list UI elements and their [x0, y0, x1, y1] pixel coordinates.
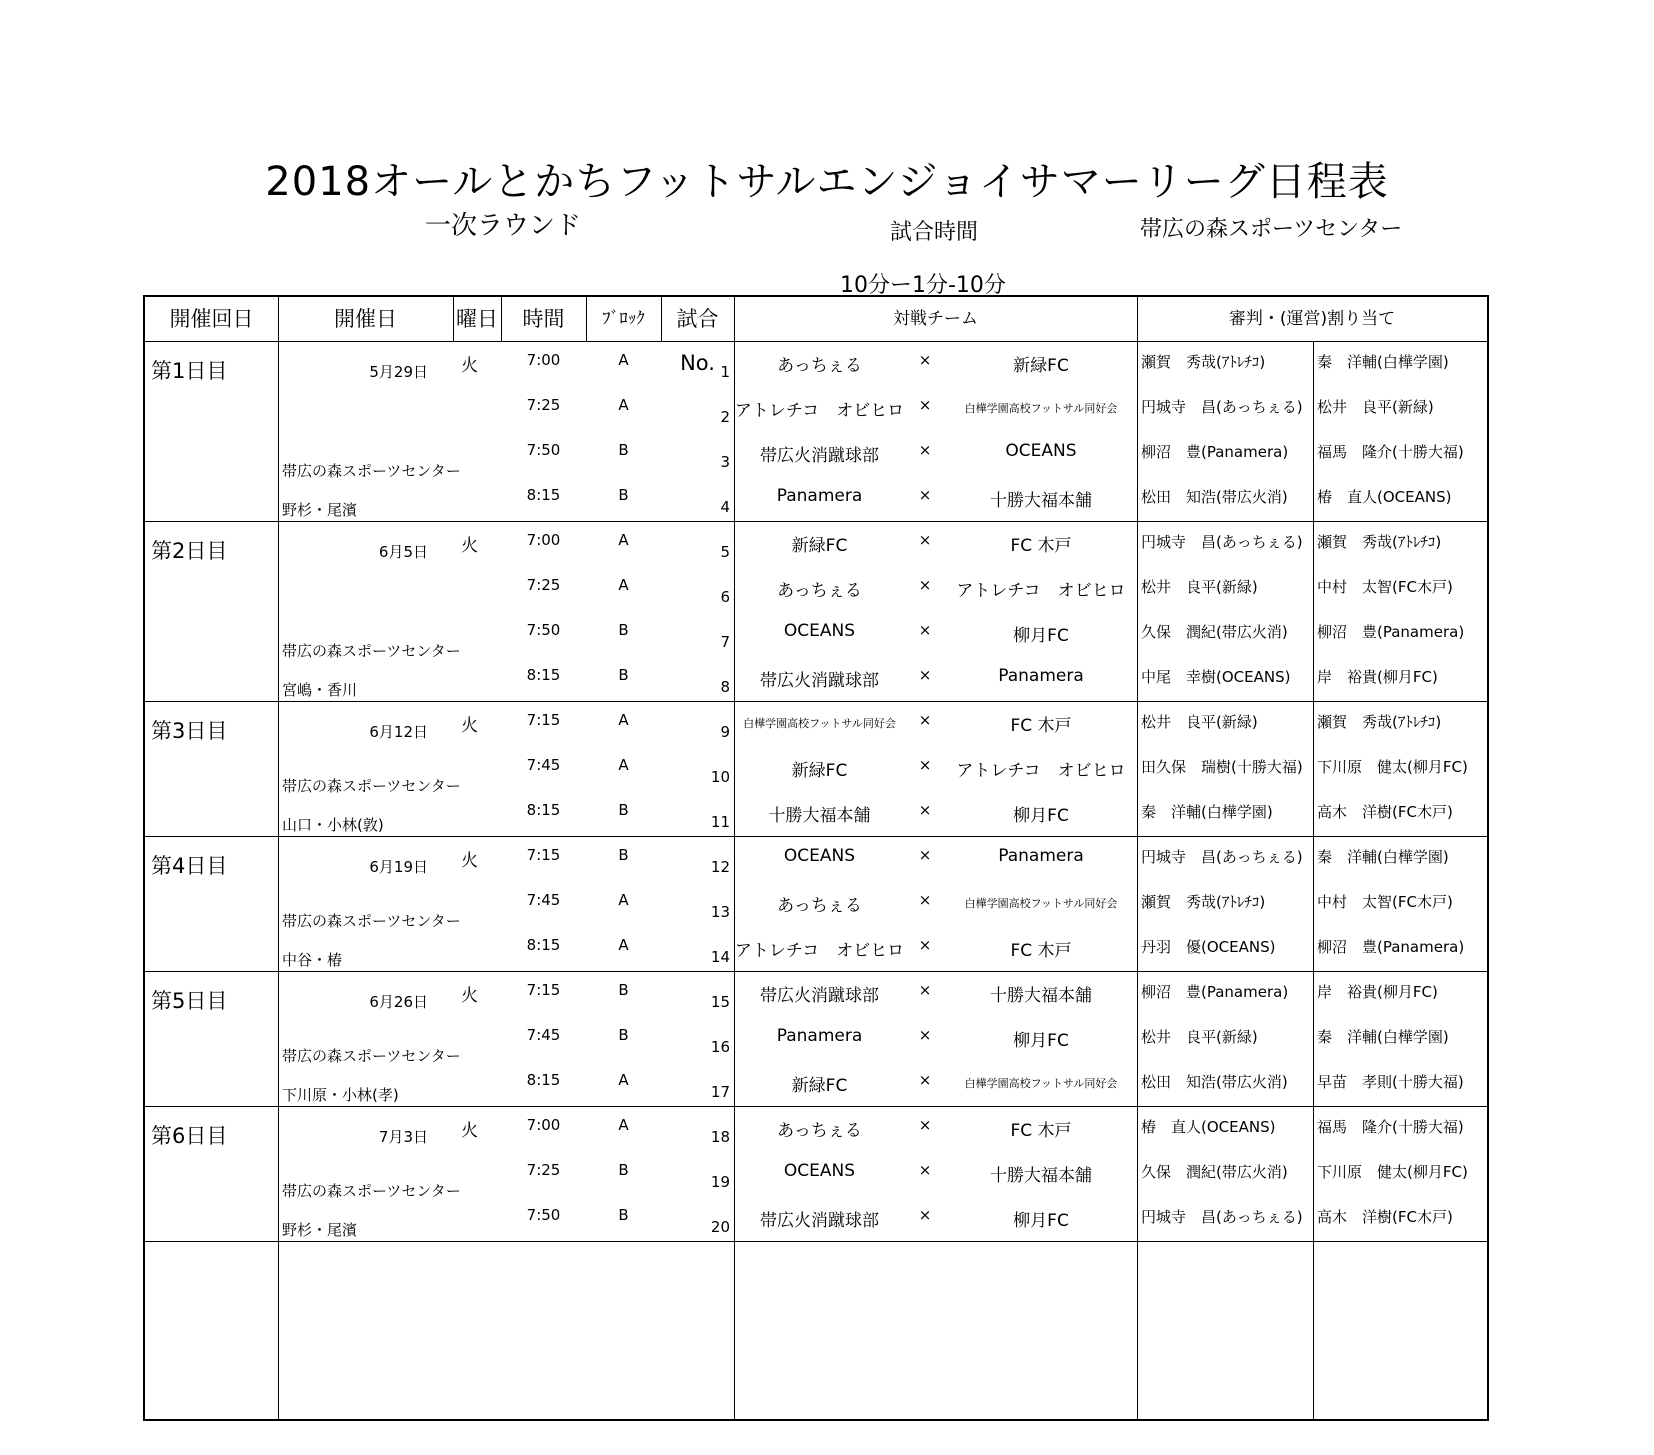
home-team: OCEANS: [783, 1161, 856, 1181]
round-weekday: 火: [461, 536, 478, 556]
home-team: あっちぇる: [777, 581, 862, 601]
round-divider: [145, 1241, 1487, 1242]
match-time: 7:45: [526, 891, 561, 909]
home-team: 十勝大福本舗: [768, 806, 871, 826]
referee-2: 高木 洋樹(FC木戸): [1317, 1208, 1453, 1226]
match-number: 10: [710, 768, 730, 786]
away-team: 柳月FC: [1013, 626, 1069, 646]
home-team: Panamera: [776, 1026, 863, 1046]
round-staff: 下川原・小林(孝): [282, 1086, 399, 1104]
referee-1: 松井 良平(新緑): [1141, 1028, 1258, 1046]
referee-1: 田久保 瑞樹(十勝大福): [1141, 758, 1303, 776]
referee-1: 円城寺 昌(あっちぇる): [1141, 533, 1303, 551]
vs-mark: ×: [918, 1206, 932, 1224]
match-block: B: [618, 1026, 629, 1044]
match-number: 11: [710, 813, 730, 831]
vs-mark: ×: [918, 441, 932, 459]
round-label: 第2日目: [151, 539, 228, 563]
page-title: 2018オールとかちフットサルエンジョイサマーリーグ日程表: [265, 159, 1389, 205]
column-divider: [1313, 341, 1314, 1419]
referee-2: 中村 太智(FC木戸): [1317, 578, 1453, 596]
away-team: 柳月FC: [1013, 806, 1069, 826]
referee-1: 椿 直人(OCEANS): [1141, 1118, 1276, 1136]
away-team: 柳月FC: [1013, 1211, 1069, 1231]
vs-mark: ×: [918, 1161, 932, 1179]
referee-2: 瀬賀 秀哉(ｱﾄﾚﾁｺ): [1317, 533, 1442, 551]
vs-mark: ×: [918, 486, 932, 504]
home-team: 白樺学園高校フットサル同好会: [743, 717, 896, 730]
match-time: 7:00: [526, 531, 561, 549]
round-venue: 帯広の森スポーツセンター: [282, 912, 461, 930]
match-block: B: [618, 981, 629, 999]
vs-mark: ×: [918, 576, 932, 594]
match-time: 8:15: [526, 666, 561, 684]
round-divider: [145, 521, 1487, 522]
round-venue: 帯広の森スポーツセンター: [282, 1182, 461, 1200]
header-time: 時間: [522, 307, 565, 331]
match-block: B: [618, 1206, 629, 1224]
header-match-no: 試合No.: [676, 307, 719, 375]
referee-2: 秦 洋輔(白樺学園): [1317, 353, 1449, 371]
referee-1: 円城寺 昌(あっちぇる): [1141, 848, 1303, 866]
round-staff: 宮嶋・香川: [282, 681, 358, 699]
match-block: B: [618, 486, 629, 504]
referee-2: 下川原 健太(柳月FC): [1317, 758, 1468, 776]
round-venue: 帯広の森スポーツセンター: [282, 1047, 461, 1065]
header-referees: 審判・(運営)割り当て: [1228, 309, 1396, 329]
referee-2: 高木 洋樹(FC木戸): [1317, 803, 1453, 821]
round-date: 6月12日: [369, 723, 428, 741]
match-block: A: [618, 711, 629, 729]
match-number: 7: [720, 633, 730, 651]
home-team: 新緑FC: [791, 761, 848, 781]
venue-label: 帯広の森スポーツセンター: [1140, 217, 1403, 242]
match-block: A: [618, 396, 629, 414]
away-team: FC 木戸: [1010, 716, 1072, 736]
away-team: Panamera: [998, 846, 1084, 866]
referee-2: 柳沼 豊(Panamera): [1317, 938, 1465, 956]
match-time: 7:45: [526, 1026, 561, 1044]
home-team: OCEANS: [783, 846, 856, 866]
away-team: 十勝大福本舗: [990, 986, 1092, 1006]
referee-1: 瀬賀 秀哉(ｱﾄﾚﾁｺ): [1141, 893, 1266, 911]
vs-mark: ×: [918, 396, 932, 414]
away-team: アトレチコ オビヒロ: [956, 761, 1126, 781]
referee-2: 秦 洋輔(白樺学園): [1317, 1028, 1449, 1046]
referee-1: 瀬賀 秀哉(ｱﾄﾚﾁｺ): [1141, 353, 1266, 371]
home-team: あっちぇる: [777, 356, 862, 376]
away-team: 柳月FC: [1013, 1031, 1069, 1051]
home-team: アトレチコ オビヒロ: [734, 401, 905, 421]
vs-mark: ×: [918, 531, 932, 549]
referee-2: 福馬 隆介(十勝大福): [1317, 443, 1464, 461]
match-number: 5: [720, 543, 730, 561]
match-block: A: [618, 1116, 629, 1134]
round-venue: 帯広の森スポーツセンター: [282, 777, 461, 795]
round-date: 6月19日: [369, 858, 428, 876]
referee-1: 円城寺 昌(あっちぇる): [1141, 1208, 1303, 1226]
match-number: 14: [710, 948, 730, 966]
column-divider: [453, 297, 454, 341]
match-time: 7:50: [526, 1206, 561, 1224]
match-number: 19: [710, 1173, 730, 1191]
round-venue: 帯広の森スポーツセンター: [282, 642, 461, 660]
match-time: 8:15: [526, 486, 561, 504]
referee-1: 丹羽 優(OCEANS): [1141, 938, 1276, 956]
away-team: Panamera: [998, 666, 1084, 686]
referee-2: 中村 太智(FC木戸): [1317, 893, 1453, 911]
match-time: 7:15: [526, 846, 561, 864]
column-divider: [501, 297, 502, 341]
referee-1: 円城寺 昌(あっちぇる): [1141, 398, 1303, 416]
away-team: 白樺学園高校フットサル同好会: [964, 897, 1118, 910]
match-block: B: [618, 666, 629, 684]
match-number: 16: [710, 1038, 730, 1056]
column-divider: [586, 297, 587, 341]
match-number: 13: [710, 903, 730, 921]
away-team: 新緑FC: [1013, 356, 1069, 376]
round-label: 第5日目: [151, 989, 228, 1013]
vs-mark: ×: [918, 756, 932, 774]
home-team: 帯広火消蹴球部: [760, 671, 879, 691]
header-weekday: 曜日: [456, 307, 498, 331]
round-staff: 山口・小林(敦): [282, 816, 384, 834]
vs-mark: ×: [918, 351, 932, 369]
vs-mark: ×: [918, 936, 932, 954]
match-block: B: [618, 441, 629, 459]
away-team: 白樺学園高校フットサル同好会: [964, 1077, 1118, 1090]
home-team: 新緑FC: [791, 1076, 848, 1096]
referee-1: 松田 知浩(帯広火消): [1141, 488, 1288, 506]
referee-1: 久保 潤紀(帯広火消): [1141, 1163, 1288, 1181]
match-number: 4: [720, 498, 730, 516]
away-team: 十勝大福本舗: [990, 1166, 1092, 1186]
away-team: 十勝大福本舗: [990, 491, 1092, 511]
referee-1: 柳沼 豊(Panamera): [1141, 443, 1289, 461]
match-number: 2: [720, 408, 730, 426]
match-block: A: [618, 891, 629, 909]
round-label: 第6日目: [151, 1124, 228, 1148]
vs-mark: ×: [918, 621, 932, 639]
vs-mark: ×: [918, 711, 932, 729]
away-team: FC 木戸: [1010, 536, 1072, 556]
match-time: 7:00: [526, 1116, 561, 1134]
match-time: 7:25: [526, 1161, 561, 1179]
match-block: B: [618, 1161, 629, 1179]
home-team: 帯広火消蹴球部: [760, 1211, 879, 1231]
home-team: あっちぇる: [777, 1121, 862, 1141]
referee-1: 柳沼 豊(Panamera): [1141, 983, 1289, 1001]
match-time: 7:15: [526, 711, 561, 729]
match-time: 7:45: [526, 756, 561, 774]
vs-mark: ×: [918, 846, 932, 864]
column-divider: [1137, 297, 1138, 1419]
away-team: 白樺学園高校フットサル同好会: [964, 402, 1118, 415]
match-number: 18: [710, 1128, 730, 1146]
away-team: FC 木戸: [1010, 941, 1072, 961]
vs-mark: ×: [918, 666, 932, 684]
vs-mark: ×: [918, 801, 932, 819]
match-time: 7:50: [526, 441, 561, 459]
match-number: 1: [720, 363, 730, 381]
vs-mark: ×: [918, 981, 932, 999]
schedule-table: [143, 295, 1489, 1421]
referee-2: 岸 裕貴(柳月FC): [1317, 983, 1438, 1001]
home-team: アトレチコ オビヒロ: [734, 941, 905, 961]
referee-2: 下川原 健太(柳月FC): [1317, 1163, 1468, 1181]
header-date: 開催日: [334, 307, 397, 331]
header-teams: 対戦チーム: [893, 309, 978, 329]
match-number: 12: [710, 858, 730, 876]
round-label: 一次ラウンド: [425, 211, 582, 241]
round-weekday: 火: [461, 356, 478, 376]
referee-1: 秦 洋輔(白樺学園): [1141, 803, 1273, 821]
match-time: 8:15: [526, 936, 561, 954]
referee-1: 松井 良平(新緑): [1141, 713, 1258, 731]
match-number: 8: [720, 678, 730, 696]
vs-mark: ×: [918, 1071, 932, 1089]
round-date: 5月29日: [369, 363, 428, 381]
round-date: 7月3日: [378, 1128, 428, 1146]
header-block: ﾌﾞﾛｯｸ: [602, 309, 645, 329]
round-label: 第3日目: [151, 719, 228, 743]
match-time: 7:25: [526, 396, 561, 414]
home-team: 新緑FC: [791, 536, 848, 556]
away-team: OCEANS: [1005, 441, 1077, 461]
match-time: 7:50: [526, 621, 561, 639]
match-number: 17: [710, 1083, 730, 1101]
round-weekday: 火: [461, 986, 478, 1006]
referee-1: 久保 潤紀(帯広火消): [1141, 623, 1288, 641]
referee-1: 松井 良平(新緑): [1141, 578, 1258, 596]
referee-2: 瀬賀 秀哉(ｱﾄﾚﾁｺ): [1317, 713, 1442, 731]
match-block: A: [618, 1071, 629, 1089]
match-time: 7:00: [526, 351, 561, 369]
match-number: 6: [720, 588, 730, 606]
round-divider: [145, 836, 1487, 837]
round-weekday: 火: [461, 1121, 478, 1141]
round-divider: [145, 1106, 1487, 1107]
match-block: A: [618, 351, 629, 369]
vs-mark: ×: [918, 1116, 932, 1134]
round-staff: 野杉・尾濱: [282, 1221, 358, 1239]
match-time-format: 10分ー1分-10分: [840, 273, 1006, 298]
home-team: 帯広火消蹴球部: [760, 986, 879, 1006]
match-block: B: [618, 621, 629, 639]
round-venue: 帯広の森スポーツセンター: [282, 462, 461, 480]
header-divider: [145, 341, 1487, 342]
away-team: アトレチコ オビヒロ: [956, 581, 1126, 601]
round-label: 第4日目: [151, 854, 228, 878]
match-time: 7:15: [526, 981, 561, 999]
round-label: 第1日目: [151, 359, 228, 383]
home-team: 帯広火消蹴球部: [760, 446, 879, 466]
round-date: 6月26日: [369, 993, 428, 1011]
match-time-label: 試合時間: [890, 220, 979, 245]
header-round: 開催回日: [169, 307, 254, 331]
referee-2: 秦 洋輔(白樺学園): [1317, 848, 1449, 866]
referee-2: 岸 裕貴(柳月FC): [1317, 668, 1438, 686]
round-divider: [145, 971, 1487, 972]
match-block: B: [618, 801, 629, 819]
referee-2: 椿 直人(OCEANS): [1317, 488, 1452, 506]
round-date: 6月5日: [378, 543, 428, 561]
match-time: 8:15: [526, 1071, 561, 1089]
vs-mark: ×: [918, 1026, 932, 1044]
round-staff: 中谷・椿: [282, 951, 343, 969]
referee-2: 松井 良平(新緑): [1317, 398, 1434, 416]
round-weekday: 火: [461, 716, 478, 736]
match-block: A: [618, 576, 629, 594]
referee-2: 福馬 隆介(十勝大福): [1317, 1118, 1464, 1136]
referee-1: 中尾 幸樹(OCEANS): [1141, 668, 1291, 686]
match-number: 15: [710, 993, 730, 1011]
match-block: A: [618, 936, 629, 954]
round-staff: 野杉・尾濱: [282, 501, 358, 519]
away-team: FC 木戸: [1010, 1121, 1072, 1141]
match-time: 8:15: [526, 801, 561, 819]
match-number: 9: [720, 723, 730, 741]
match-number: 20: [710, 1218, 730, 1236]
match-number: 3: [720, 453, 730, 471]
column-divider: [661, 297, 662, 341]
match-time: 7:25: [526, 576, 561, 594]
home-team: OCEANS: [783, 621, 856, 641]
match-block: A: [618, 531, 629, 549]
home-team: Panamera: [776, 486, 863, 506]
round-weekday: 火: [461, 851, 478, 871]
round-divider: [145, 701, 1487, 702]
referee-2: 早苗 孝則(十勝大福): [1317, 1073, 1464, 1091]
home-team: あっちぇる: [777, 896, 862, 916]
vs-mark: ×: [918, 891, 932, 909]
referee-1: 松田 知浩(帯広火消): [1141, 1073, 1288, 1091]
referee-2: 柳沼 豊(Panamera): [1317, 623, 1465, 641]
match-block: A: [618, 756, 629, 774]
match-block: B: [618, 846, 629, 864]
